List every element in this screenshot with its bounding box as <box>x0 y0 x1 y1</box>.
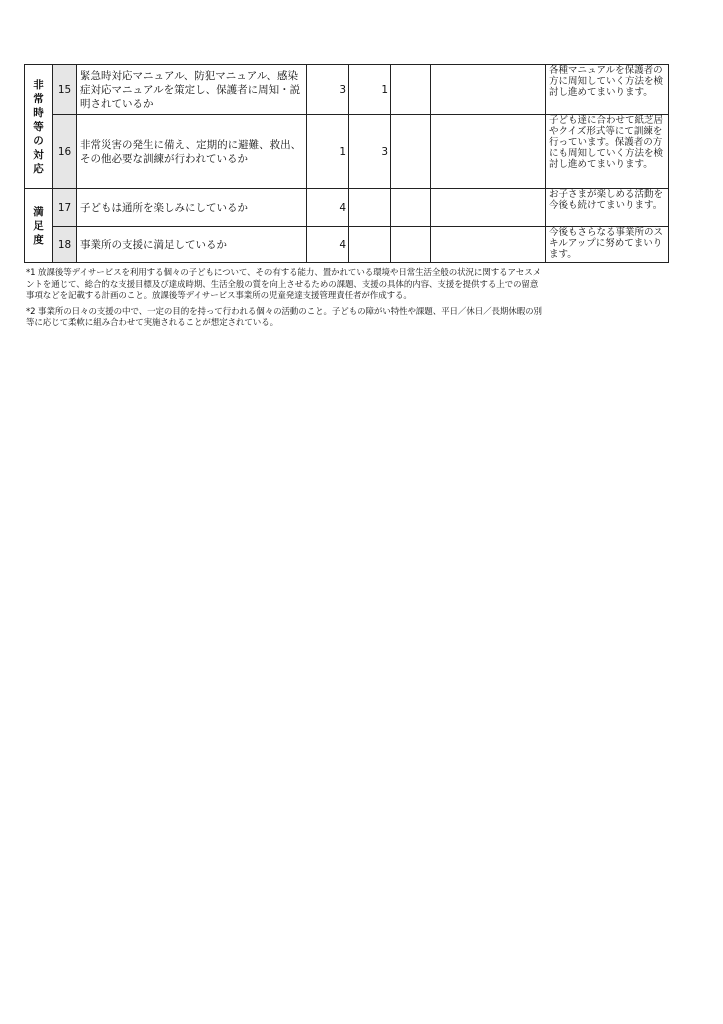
row-number: 17 <box>53 189 77 227</box>
answer-count-col4 <box>431 227 546 263</box>
improvement-note: お子さまが楽しめる活動を今後も続けてまいります。 <box>546 189 669 227</box>
answer-count-col1: 4 <box>307 189 349 227</box>
answer-count-col1: 1 <box>307 115 349 189</box>
table-row <box>25 115 669 189</box>
answer-count-col4 <box>431 65 546 115</box>
answer-count-col2: 3 <box>349 115 391 189</box>
table-row <box>25 65 669 115</box>
answer-count-col3 <box>391 115 431 189</box>
question-text: 事業所の支援に満足しているか <box>77 227 307 263</box>
footnote-1: *1 放課後等デイサービスを利用する個々の子どもについて、その有する能力、置かれている環境や日常生活全般の状況に関するアセスメントを通じて、総合的な支援目標及び達成時期、生活全般の質を向上させるための課題、支援の具体的内容、支援を提供する上での留意事項などを記載する計画のこと。放課後等デイサービス事業所の児童発達支援管理責任者が作成する。 <box>26 268 542 301</box>
answer-count-col2: 1 <box>349 65 391 115</box>
question-text: 非常災害の発生に備え、定期的に避難、救出、その他必要な訓練が行われているか <box>77 115 307 189</box>
answer-count-col4 <box>431 115 546 189</box>
answer-count-col3 <box>391 65 431 115</box>
row-number: 16 <box>53 115 77 189</box>
improvement-note: 今後もさらなる事業所のスキルアップに努めてまいります。 <box>546 227 669 263</box>
footnote-2: *2 事業所の日々の支援の中で、一定の目的を持って行われる個々の活動のこと。子どもの障がい特性や課題、平日／休日／長期休暇の別等に応じて柔軟に組み合わせて実施されることが想定されている。 <box>26 306 542 328</box>
answer-count-col2 <box>349 189 391 227</box>
table-row <box>25 189 669 227</box>
improvement-note: 子ども達に合わせて紙芝居やクイズ形式等にて訓練を行っています。保護者の方にも周知していく方法を検討し進めてまいります。 <box>546 115 669 189</box>
footnotes <box>26 268 546 334</box>
category-cell-emergency: 非 常 時 等 の 対 応 <box>25 65 53 189</box>
answer-count-col3 <box>391 189 431 227</box>
row-number: 18 <box>53 227 77 263</box>
answer-count-col3 <box>391 227 431 263</box>
answer-count-col4 <box>431 189 546 227</box>
question-text: 緊急時対応マニュアル、防犯マニュアル、感染症対応マニュアルを策定し、保護者に周知・説明されているか <box>77 65 307 115</box>
improvement-note: 各種マニュアルを保護者の方に周知していく方法を検討し進めてまいります。 <box>546 65 669 115</box>
evaluation-table <box>24 64 669 263</box>
row-number: 15 <box>53 65 77 115</box>
question-text: 子どもは通所を楽しみにしているか <box>77 189 307 227</box>
answer-count-col2 <box>349 227 391 263</box>
table-row <box>25 227 669 263</box>
category-cell-satisfaction: 満 足 度 <box>25 189 53 263</box>
answer-count-col1: 3 <box>307 65 349 115</box>
answer-count-col1: 4 <box>307 227 349 263</box>
